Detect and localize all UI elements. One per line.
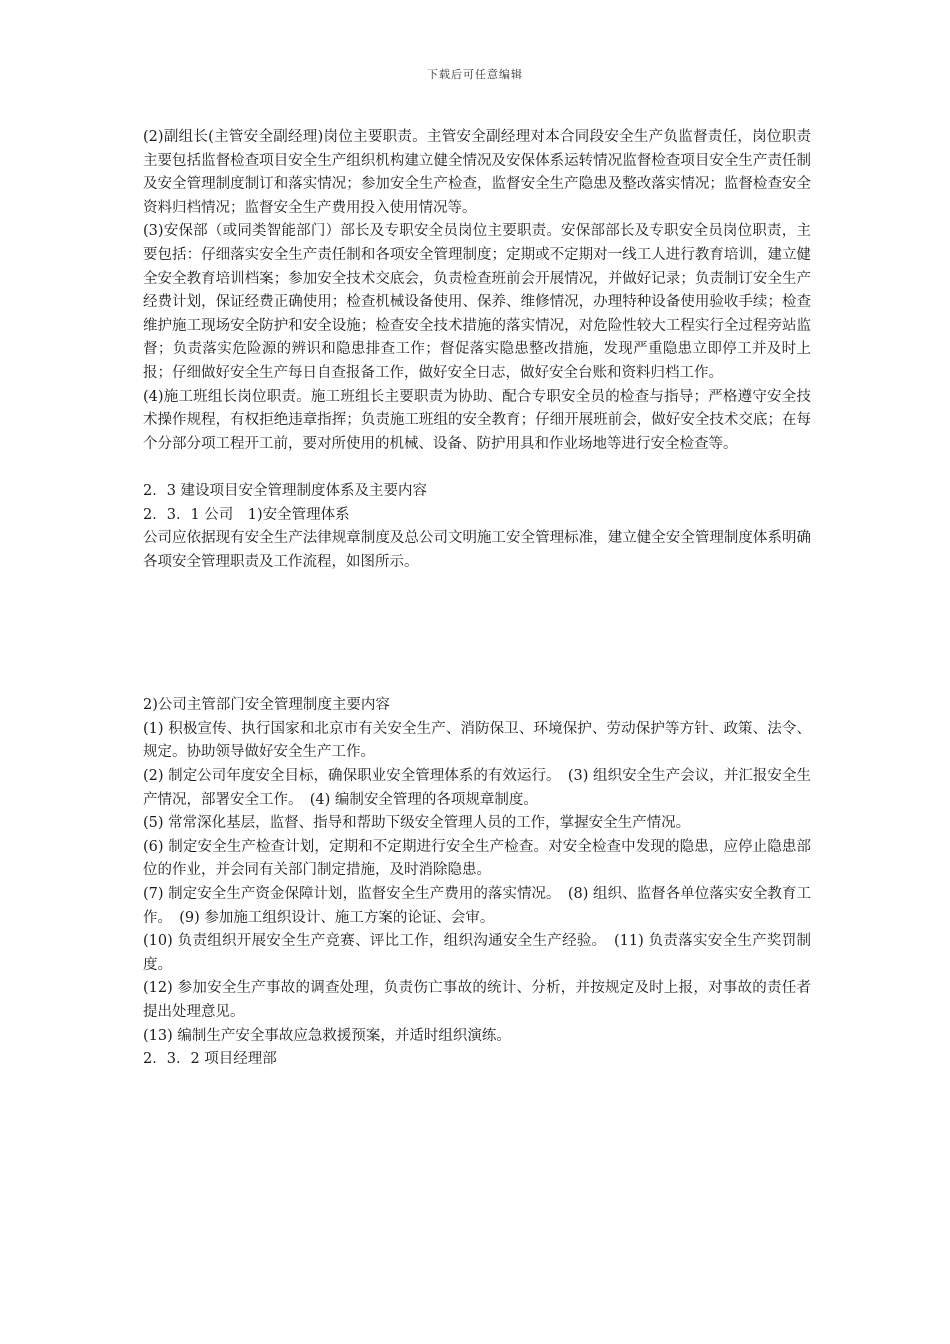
list-item-7-9: (7) 制定安全生产资金保障计划，监督安全生产费用的落实情况。 (8) 组织、监督各单位落实安全教育工作。 (9) 参加施工组织设计、施工方案的论证、会审。	[143, 886, 811, 926]
list-item-13: (13) 编制生产安全事故应急救援预案，并适时组织演练。	[143, 1027, 511, 1044]
section-heading-2-3: 2．3 建设项目安全管理制度体系及主要内容	[143, 482, 428, 499]
paragraph-company-system: 公司应依据现有安全生产法律规章制度及总公司文明施工安全管理标准，建立健全安全管理制度体系明确各项安全管理职责及工作流程，如图所示。	[143, 530, 811, 570]
list-item-10-11: (10) 负责组织开展安全生产竞赛、评比工作，组织沟通安全生产经验。 (11) 负责落实安全生产奖罚制度。	[143, 933, 811, 973]
list-item-2-4: (2) 制定公司年度安全目标，确保职业安全管理体系的有效运行。 (3) 组织安全生产会议，并汇报安全生产情况，部署安全工作。 (4) 编制安全管理的各项规章制度。	[143, 768, 811, 808]
list-item-6: (6) 制定安全生产检查计划，定期和不定期进行安全生产检查。对安全检查中发现的隐患，应停止隐患部位的作业，并会同有关部门制定措施，及时消除隐患。	[143, 838, 811, 879]
paragraph-safety-dept-duties: (3)安保部（或同类智能部门）部长及专职安全员岗位主要职责。安保部部长及专职安全员岗位职责，主要包括：仔细落实安全生产责任制和各项安全管理制度；定期或不定期对一线工人进行教育培训，建立健全安全教育培训档案；参加安全技术交底会，负责检查班前会开展情况，并做好记录；负责制订安全生产经费计划，保证经费正确使用；检查机械设备使用、保养、维修情况，办理特种设备使用验收手续；检查维护施工现场安全防护和安全设施；检查安全技术措施的落实情况，对危险性较大工程实行全过程旁站监督；负责落实危险源的辨识和隐患排查工作；督促落实隐患整改措施，发现严重隐患立即停工并及时上报；仔细做好安全生产每日自查报备工作，做好安全日志，做好安全台账和资料归档工作。	[143, 223, 811, 381]
page-header: 下载后可任意编辑	[427, 68, 523, 81]
paragraph-team-leader-duties: (4)施工班组长岗位职责。施工班组长主要职责为协助、配合专职安全员的检查与指导；严格遵守安全技术操作规程，有权拒绝违章指挥；负责施工班组的安全教育；仔细开展班前会，做好安全技术交底；在每个分部分项工程开工前，要对所使用的机械、设备、防护用具和作业场地等进行安全检查等。	[143, 388, 811, 452]
list-item-12: (12) 参加安全生产事故的调查处理，负责伤亡事故的统计、分析，并按规定及时上报，对事故的责任者提出处理意见。	[143, 980, 811, 1020]
paragraph-deputy-leader-duties: (2)副组长(主管安全副经理)岗位主要职责。主管安全副经理对本合同段安全生产负监督责任，岗位职责主要包括监督检查项目安全生产组织机构建立健全情况及安保体系运转情况监督检查项目安全生产责任制及安全管理制度制订和落实情况；参加安全生产检查，监督安全生产隐患及整改落实情况；监督检查安全资料归档情况；监督安全生产费用投入使用情况等。	[143, 129, 811, 216]
list-item-5: (5) 常常深化基层，监督、指导和帮助下级安全管理人员的工作，掌握安全生产情况。	[143, 815, 691, 832]
section-heading-2-3-2: 2．3．2 项目经理部	[143, 1051, 277, 1068]
list-item-1: (1) 积极宣传、执行国家和北京市有关安全生产、消防保卫、环境保护、劳动保护等方针、政策、法令、规定。协助领导做好安全生产工作。	[143, 720, 811, 761]
subheading-dept-rules: 2)公司主管部门安全管理制度主要内容	[143, 697, 390, 714]
paragraph-spacer	[143, 456, 811, 480]
figure-placeholder	[143, 574, 811, 694]
document-body	[143, 126, 811, 1072]
section-heading-2-3-1: 2．3．1 公司 1)安全管理体系	[143, 506, 350, 523]
